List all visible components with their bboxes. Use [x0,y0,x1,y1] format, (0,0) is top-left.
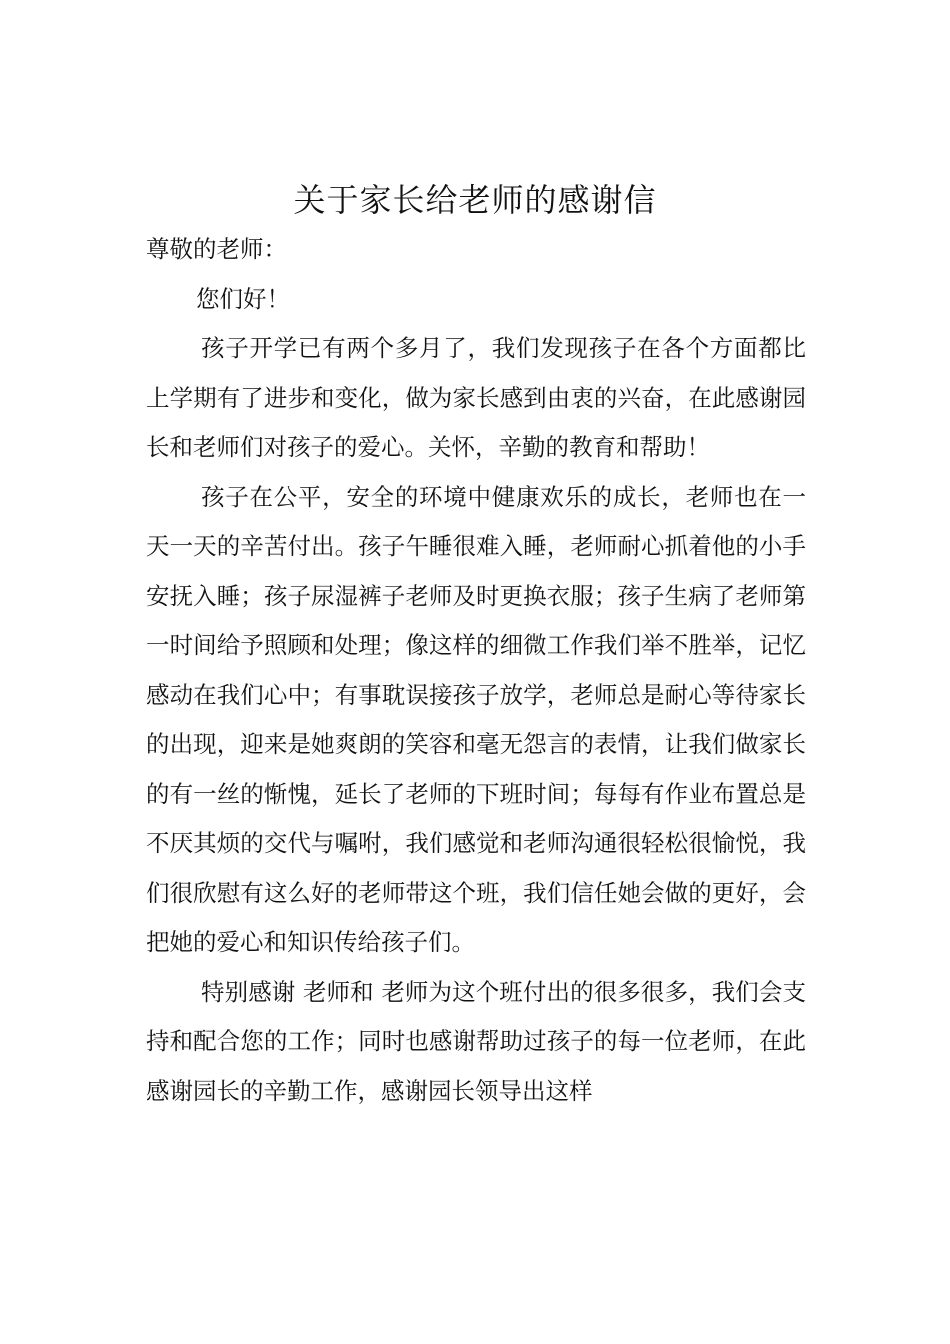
paragraph-3: 特别感谢 老师和 老师为这个班付出的很多很多，我们会支持和配合您的工作；同时也感谢帮助过孩子的每一位老师，在此感谢园长的辛勤工作，感谢园长领导出这样 [146,977,806,1105]
document-title: 关于家长给老师的感谢信 [293,181,657,219]
salutation: 尊敬的老师： [146,235,287,263]
paragraph-1: 孩子开学已有两个多月了，我们发现孩子在各个方面都比上学期有了进步和变化，做为家长感到由衷的兴奋，在此感谢园长和老师们对孩子的爱心。关怀，辛勤的教育和帮助！ [146,334,806,461]
letter-body [146,225,806,1116]
paragraph-2: 孩子在公平，安全的环境中健康欢乐的成长，老师也在一天一天的辛苦付出。孩子午睡很难入睡，老师耐心抓着他的小手安抚入睡；孩子尿湿裤子老师及时更换衣服；孩子生病了老师第一时间给予照顾和处理；像这样的细微工作我们举不胜举，记忆感动在我们心中；有事耽误接孩子放学，老师总是耐心等待家长的出现，迎来是她爽朗的笑容和毫无怨言的表情，让我们做家长的有一丝的惭愧，延长了老师的下班时间；每每有作业布置总是不厌其烦的交代与嘱咐，我们感觉和老师沟通很轻松很愉悦，我们很欣慰有这么好的老师带这个班，我们信任她会做的更好，会把她的爱心和知识传给孩子们。 [146,482,806,956]
greeting-line: 您们好！ [196,284,290,313]
